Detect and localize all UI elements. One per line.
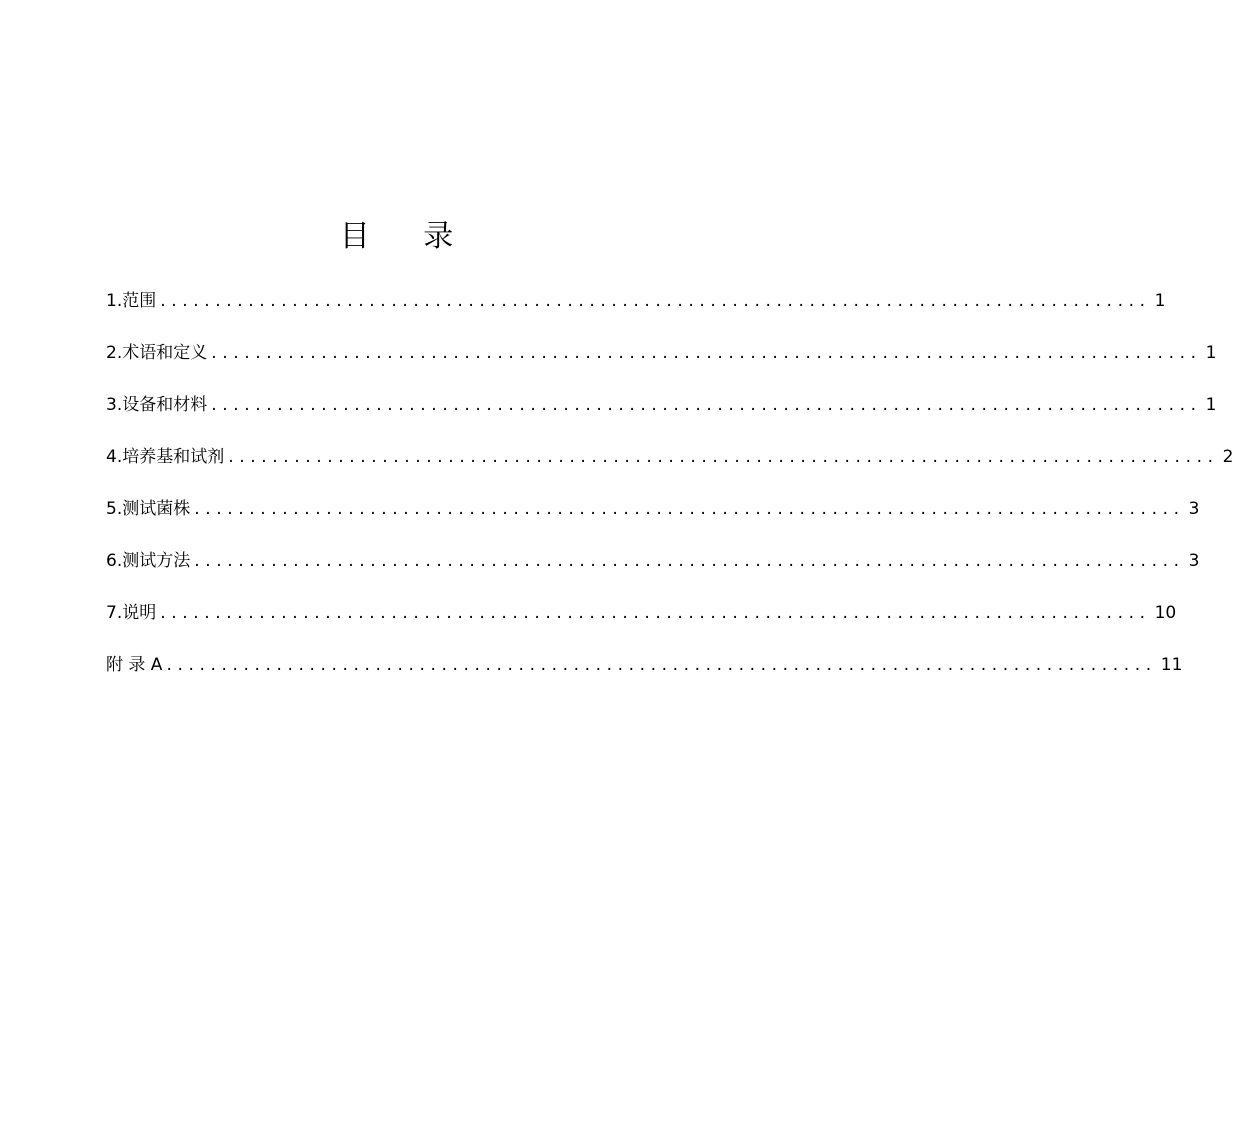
toc-list [106, 283, 1233, 699]
toc-entry-page: 11 [1160, 655, 1183, 675]
toc-leader-dots: .......................................................................................... [211, 343, 1202, 363]
toc-entry-strains[interactable] [106, 491, 1200, 543]
toc-entry-label: 4.培养基和试剂 [106, 447, 225, 467]
toc-leader-dots: .......................................................................................... [211, 395, 1202, 415]
toc-entry-page: 3 [1188, 499, 1200, 519]
toc-leader-dots: .......................................................................................... [194, 551, 1185, 571]
toc-entry-media[interactable] [106, 439, 1233, 491]
toc-entry-page: 10 [1154, 603, 1177, 623]
toc-entry-page: 1 [1205, 343, 1217, 363]
toc-entry-label: 6.测试方法 [106, 551, 191, 571]
toc-entry-page: 3 [1188, 551, 1200, 571]
toc-entry-label: 2.术语和定义 [106, 343, 208, 363]
toc-leader-dots: .......................................................................................... [194, 499, 1185, 519]
toc-leader-dots: .......................................................................................... [160, 291, 1151, 311]
toc-entry-label: 5.测试菌株 [106, 499, 191, 519]
toc-entry-label: 7.说明 [106, 603, 157, 623]
toc-entry-label: 3.设备和材料 [106, 395, 208, 415]
toc-entry-appendix-a[interactable] [106, 647, 1183, 699]
toc-leader-dots: .......................................................................................... [160, 603, 1151, 623]
toc-entry-terms[interactable] [106, 335, 1217, 387]
toc-leader-dots: .......................................................................................... [228, 447, 1219, 467]
toc-entry-label: 附 录 A [106, 655, 163, 675]
toc-entry-page: 1 [1154, 291, 1166, 311]
toc-entry-methods[interactable] [106, 543, 1200, 595]
toc-entry-page: 1 [1205, 395, 1217, 415]
toc-entry-scope[interactable] [106, 283, 1166, 335]
toc-entry-equipment[interactable] [106, 387, 1217, 439]
toc-leader-dots: .......................................................................................... [166, 655, 1157, 675]
toc-entry-label: 1.范围 [106, 291, 157, 311]
toc-entry-page: 2 [1222, 447, 1233, 467]
toc-title: 目 录 [339, 219, 476, 254]
toc-entry-notes[interactable] [106, 595, 1177, 647]
